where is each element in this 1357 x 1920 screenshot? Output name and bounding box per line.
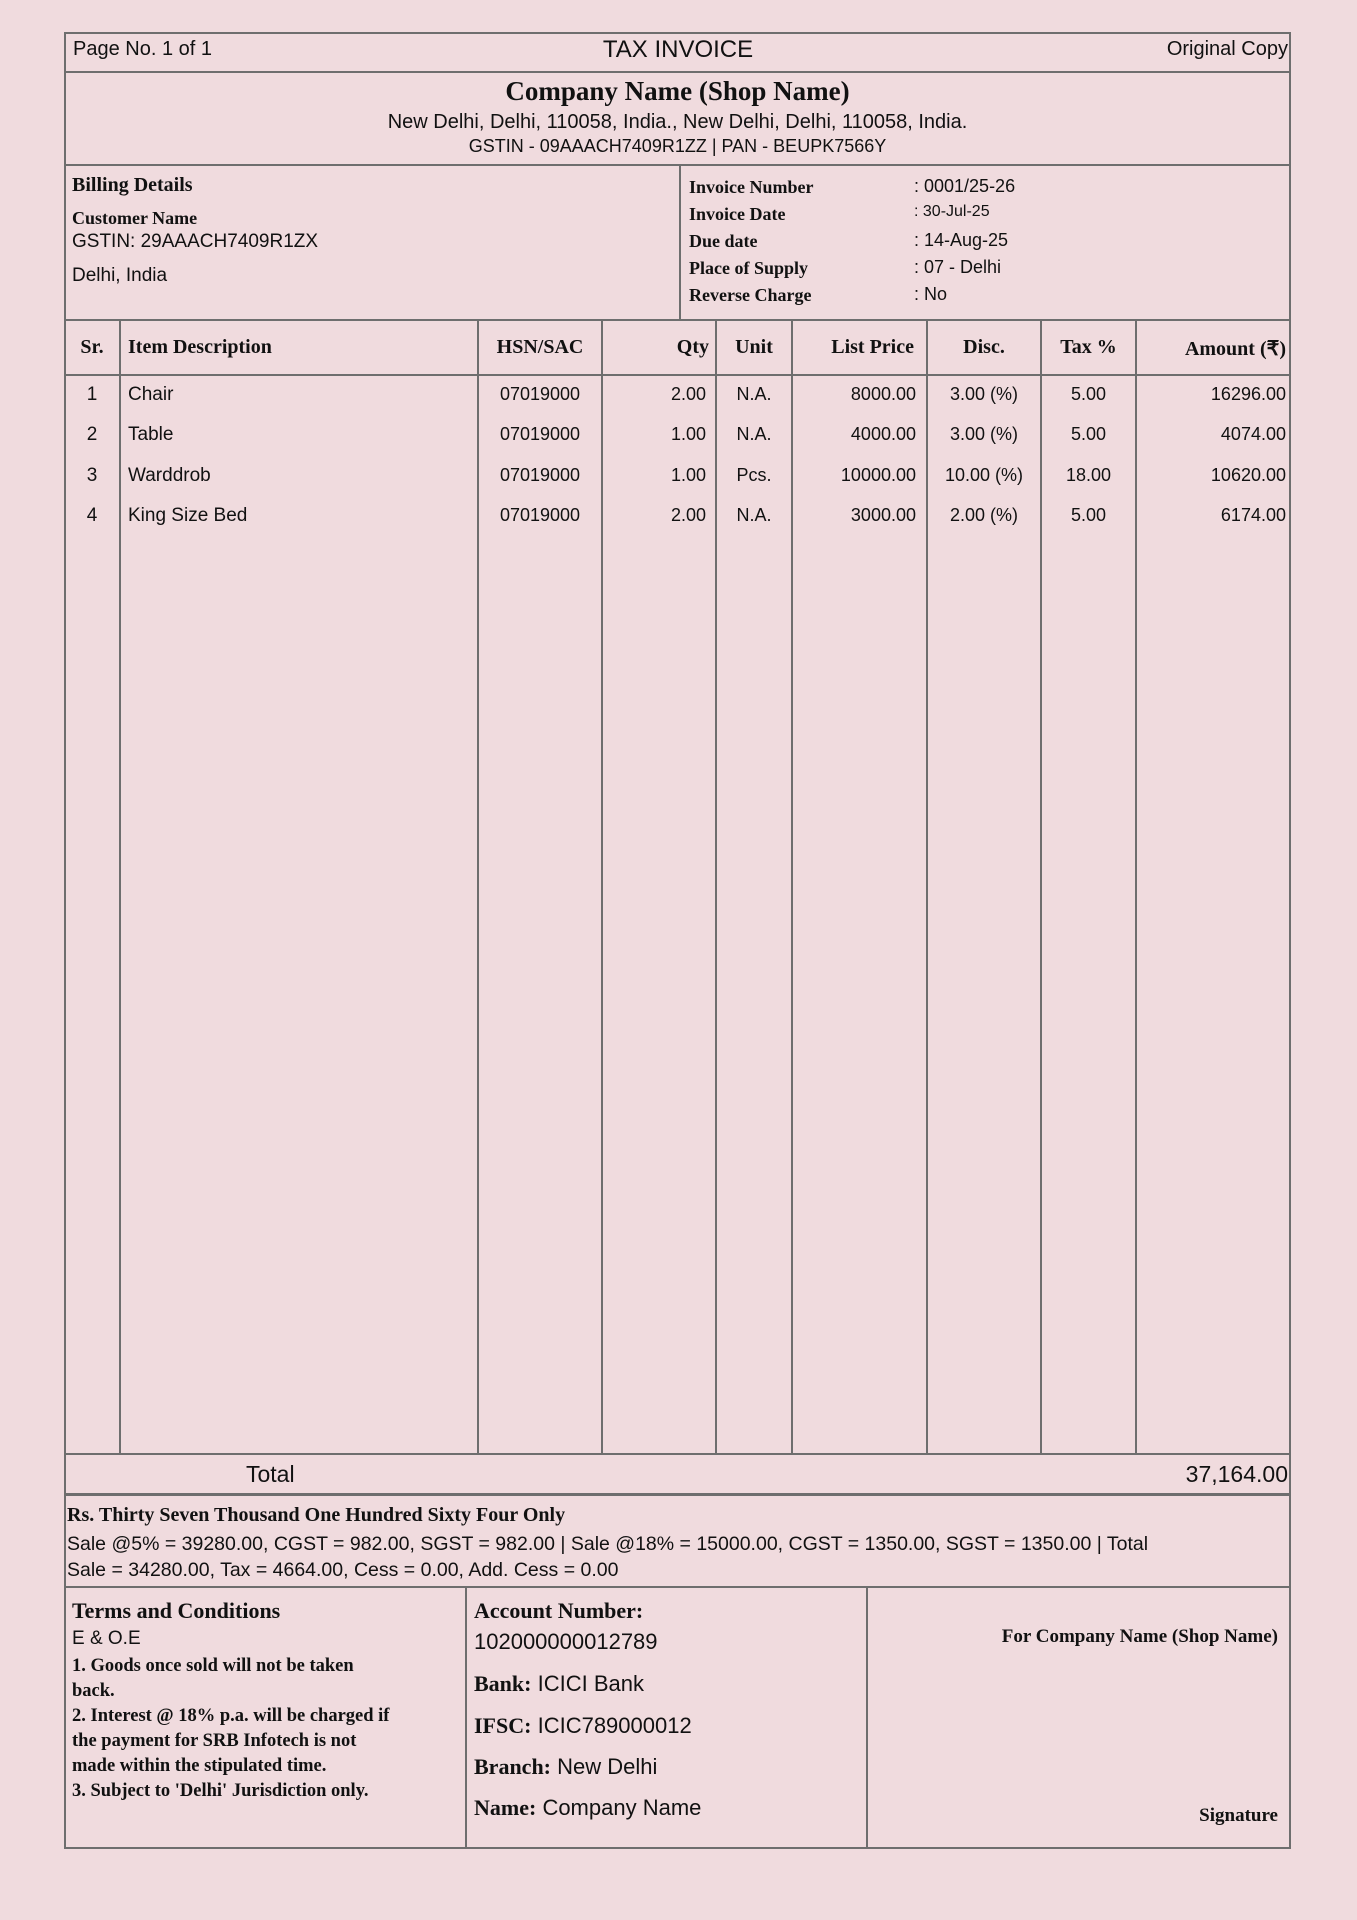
col-header-qty: Qty [676, 336, 709, 358]
cell-tax: 18.00 [1065, 465, 1112, 485]
cell-description: Chair [128, 384, 174, 405]
col-header-description: Item Description [128, 336, 272, 358]
invoice-number-label: Invoice Number [689, 177, 814, 197]
reverse-charge-label: Reverse Charge [689, 285, 812, 305]
cell-amount: 6174.00 [1220, 505, 1286, 525]
col-header-tax: Tax % [1060, 336, 1117, 358]
page-number: Page No. 1 of 1 [73, 38, 212, 60]
tax-summary-line-2: Sale = 34280.00, Tax = 4664.00, Cess = 0.00, Add. Cess = 0.00 [67, 1559, 619, 1581]
billing-heading: Billing Details [72, 174, 193, 196]
signature-label: Signature [1199, 1805, 1278, 1826]
cell-unit: N.A. [736, 384, 772, 404]
cell-discount: 2.00 (%) [949, 505, 1019, 525]
cell-tax: 5.00 [1070, 384, 1107, 404]
cell-sr: 2 [86, 424, 98, 445]
cell-unit: Pcs. [736, 465, 772, 485]
col-header-hsn: HSN/SAC [496, 336, 584, 358]
company-ids: GSTIN - 09AAACH7409R1ZZ | PAN - BEUPK7566Y [468, 136, 887, 156]
column-divider [791, 320, 793, 1454]
cell-qty: 1.00 [670, 465, 706, 485]
divider [64, 1453, 1291, 1455]
divider [64, 71, 1291, 73]
column-divider [119, 320, 121, 1454]
branch-row [474, 1754, 657, 1780]
total-label: Total [246, 1461, 295, 1487]
customer-location: Delhi, India [72, 265, 168, 286]
col-header-amount: Amount (₹) [1184, 338, 1286, 360]
tax-summary-line-1: Sale @5% = 39280.00, CGST = 982.00, SGST = 982.00 | Sale @18% = 15000.00, CGST = 1350.00, SGST = 1350.00 | Total [67, 1533, 1149, 1555]
terms-line: 3. Subject to 'Delhi' Jurisdiction only. [72, 1781, 369, 1801]
place-of-supply-label: Place of Supply [689, 258, 809, 278]
col-header-unit: Unit [735, 336, 773, 358]
bank-value: ICICI Bank [537, 1671, 644, 1696]
col-header-list-price: List Price [831, 336, 914, 358]
cell-hsn: 07019000 [499, 465, 581, 485]
cell-tax: 5.00 [1070, 505, 1107, 525]
cell-hsn: 07019000 [499, 384, 581, 404]
due-date-value: : 14-Aug-25 [914, 230, 1009, 250]
column-divider [1040, 320, 1042, 1454]
cell-sr: 1 [86, 384, 98, 405]
cell-sr: 3 [86, 465, 98, 486]
divider [64, 374, 1291, 376]
account-name-value: Company Name [542, 1795, 702, 1820]
col-header-discount: Disc. [963, 336, 1005, 358]
cell-discount: 3.00 (%) [949, 384, 1019, 404]
terms-heading: Terms and Conditions [72, 1598, 281, 1623]
invoice-date-label: Invoice Date [689, 204, 786, 224]
cell-tax: 5.00 [1070, 424, 1107, 444]
account-name-label: Name: [474, 1795, 537, 1820]
cell-hsn: 07019000 [499, 505, 581, 525]
terms-line: 2. Interest @ 18% p.a. will be charged if [72, 1706, 390, 1726]
cell-amount: 4074.00 [1220, 424, 1286, 444]
company-address: New Delhi, Delhi, 110058, India., New Delhi, Delhi, 110058, India. [387, 111, 968, 133]
divider [679, 164, 681, 320]
terms-line: back. [72, 1681, 115, 1701]
cell-description: Table [128, 424, 174, 445]
cell-list-price: 4000.00 [850, 424, 916, 444]
copy-type: Original Copy [1166, 38, 1288, 60]
invoice-number-value: : 0001/25-26 [914, 176, 1016, 196]
branch-label: Branch: [474, 1754, 551, 1779]
ifsc-label: IFSC: [474, 1713, 532, 1738]
cell-qty: 2.00 [670, 505, 706, 525]
cell-hsn: 07019000 [499, 424, 581, 444]
cell-unit: N.A. [736, 424, 772, 444]
divider [64, 164, 1291, 166]
column-divider [1135, 320, 1137, 1454]
company-name: Company Name (Shop Name) [505, 76, 850, 106]
total-value: 37,164.00 [1185, 1461, 1288, 1487]
ifsc-row [474, 1713, 692, 1739]
cell-discount: 10.00 (%) [944, 465, 1024, 485]
divider [64, 1493, 1291, 1496]
ifsc-value: ICIC789000012 [537, 1713, 692, 1738]
customer-gstin: GSTIN: 29AAACH7409R1ZX [72, 231, 319, 252]
column-divider [926, 320, 928, 1454]
terms-eoe: E & O.E [72, 1628, 141, 1649]
place-of-supply-value: : 07 - Delhi [914, 257, 1002, 277]
divider [465, 1587, 467, 1849]
cell-amount: 16296.00 [1210, 384, 1286, 404]
column-divider [477, 320, 479, 1454]
cell-description: Warddrob [128, 465, 211, 486]
for-company: For Company Name (Shop Name) [1001, 1626, 1278, 1647]
account-name-row [474, 1795, 701, 1821]
terms-line: 1. Goods once sold will not be taken [72, 1656, 354, 1676]
cell-list-price: 8000.00 [850, 384, 916, 404]
divider [64, 319, 1291, 321]
cell-discount: 3.00 (%) [949, 424, 1019, 444]
divider [866, 1587, 868, 1849]
cell-list-price: 10000.00 [840, 465, 916, 485]
terms-line: made within the stipulated time. [72, 1756, 327, 1776]
invoice-date-value: : 30-Jul-25 [914, 203, 990, 220]
cell-qty: 1.00 [670, 424, 706, 444]
bank-name-row [474, 1671, 644, 1697]
customer-name: Customer Name [72, 208, 198, 228]
account-number-label: Account Number: [474, 1598, 644, 1623]
amount-in-words: Rs. Thirty Seven Thousand One Hundred Sixty Four Only [67, 1504, 566, 1526]
due-date-label: Due date [689, 231, 758, 251]
cell-sr: 4 [86, 505, 98, 526]
column-divider [715, 320, 717, 1454]
cell-unit: N.A. [736, 505, 772, 525]
bank-label: Bank: [474, 1671, 532, 1696]
divider [64, 1586, 1291, 1588]
document-title: TAX INVOICE [602, 36, 754, 63]
cell-description: King Size Bed [128, 505, 248, 526]
cell-amount: 10620.00 [1210, 465, 1286, 485]
cell-list-price: 3000.00 [850, 505, 916, 525]
col-header-sr: Sr. [80, 336, 104, 358]
reverse-charge-value: : No [914, 284, 948, 304]
terms-line: the payment for SRB Infotech is not [72, 1731, 357, 1751]
branch-value: New Delhi [557, 1754, 658, 1779]
account-number-value: 102000000012789 [474, 1629, 658, 1654]
column-divider [601, 320, 603, 1454]
cell-qty: 2.00 [670, 384, 706, 404]
